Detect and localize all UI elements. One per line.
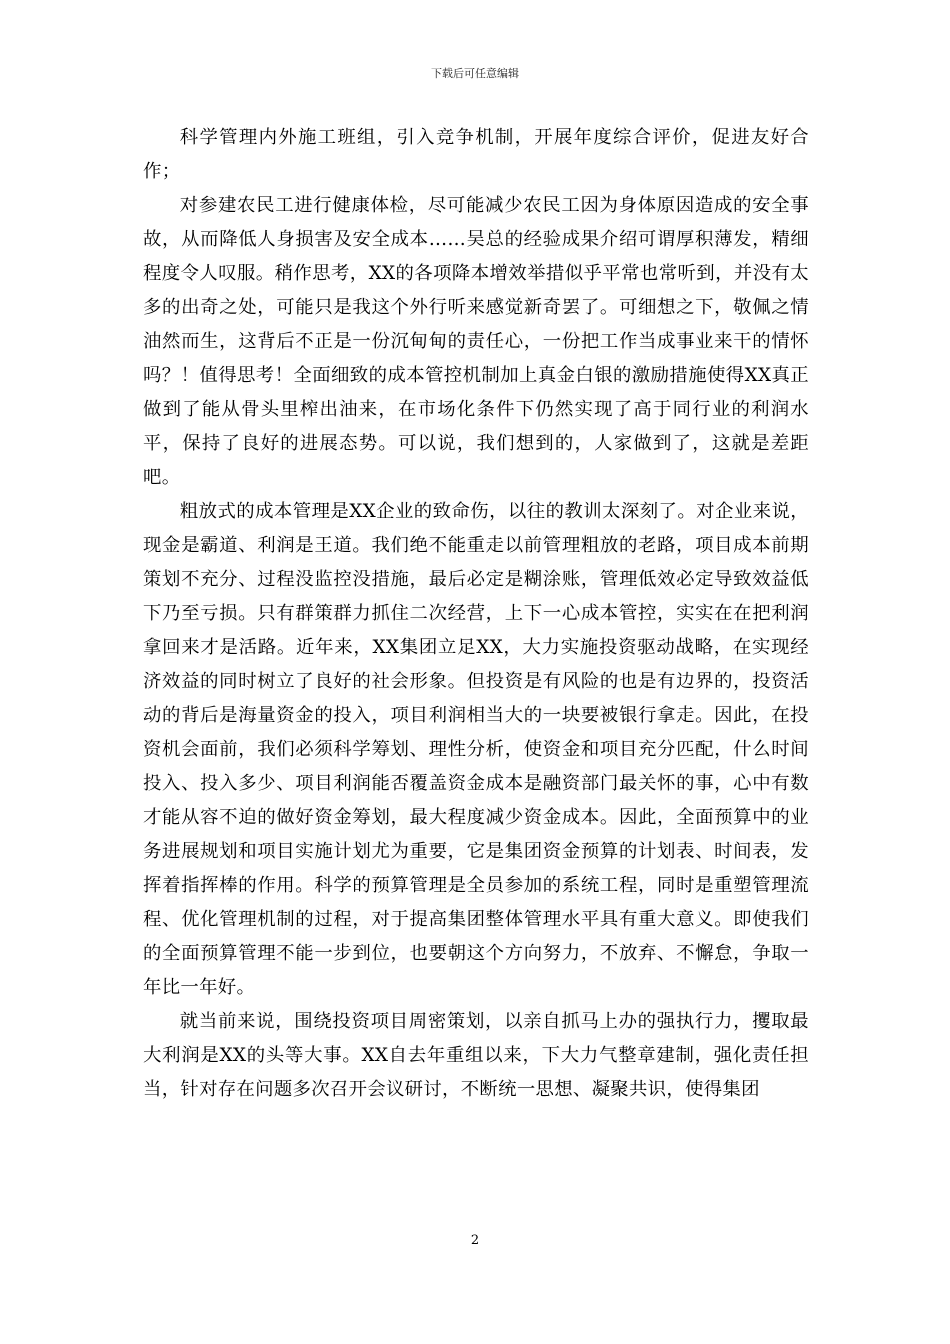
paragraph-2: 对参建农民工进行健康体检，尽可能减少农民工因为身体原因造成的安全事故，从而降低人身损害及安全成本……吴总的经验成果介绍可谓厚积薄发，精细程度令人叹服。稍作思考，XX的各项降本增效举措似乎平常也常听到，并没有太多的出奇之处，可能只是我这个外行听来感觉新奇罢了。可细想之下，敬佩之情油然而生，这背后不正是一份沉甸甸的责任心，一份把工作当成事业来干的情怀吗？！值得思考！全面细致的成本管控机制加上真金白银的激励措施使得XX真正做到了能从骨头里榨出油来，在市场化条件下仍然实现了高于同行业的利润水平，保持了良好的进展态势。可以说，我们想到的，人家做到了，这就是差距吧。 — [143, 195, 809, 488]
header-note: 下载后可任意编辑 — [431, 67, 519, 80]
paragraph-1: 科学管理内外施工班组，引入竞争机制，开展年度综合评价，促进友好合作； — [143, 127, 809, 182]
body-text — [143, 121, 809, 1107]
paragraph-3: 粗放式的成本管理是XX企业的致命伤，以往的教训太深刻了。对企业来说，现金是霸道、利润是王道。我们绝不能重走以前管理粗放的老路，项目成本前期策划不充分、过程没监控没措施，最后必定是糊涂账，管理低效必定导致效益低下乃至亏损。只有群策群力抓住二次经营，上下一心成本管控，实实在在把利润拿回来才是活路。近年来，XX集团立足XX，大力实施投资驱动战略，在实现经济效益的同时树立了良好的社会形象。但投资是有风险的也是有边界的，投资活动的背后是海量资金的投入，项目利润相当大的一块要被银行拿走。因此，在投资机会面前，我们必须科学筹划、理性分析，使资金和项目充分匹配，什么时间投入、投入多少、项目利润能否覆盖资金成本是融资部门最关怀的事，心中有数才能从容不迫的做好资金筹划，最大程度减少资金成本。因此，全面预算中的业务进展规划和项目实施计划尤为重要，它是集团资金预算的计划表、时间表，发挥着指挥棒的作用。科学的预算管理是全员参加的系统工程，同时是重塑管理流程、优化管理机制的过程，对于提高集团整体管理水平具有重大意义。即使我们的全面预算管理不能一步到位，也要朝这个方向努力，不放弃、不懈怠，争取一年比一年好。 — [143, 501, 809, 998]
page-number: 2 — [470, 1233, 480, 1248]
paragraph-4: 就当前来说，围绕投资项目周密策划，以亲自抓马上办的强执行力，攫取最大利润是XX的头等大事。XX自去年重组以来，下大力气整章建制，强化责任担当，针对存在问题多次召开会议研讨，不断统一思想、凝聚共识，使得集团 — [143, 1011, 809, 1100]
